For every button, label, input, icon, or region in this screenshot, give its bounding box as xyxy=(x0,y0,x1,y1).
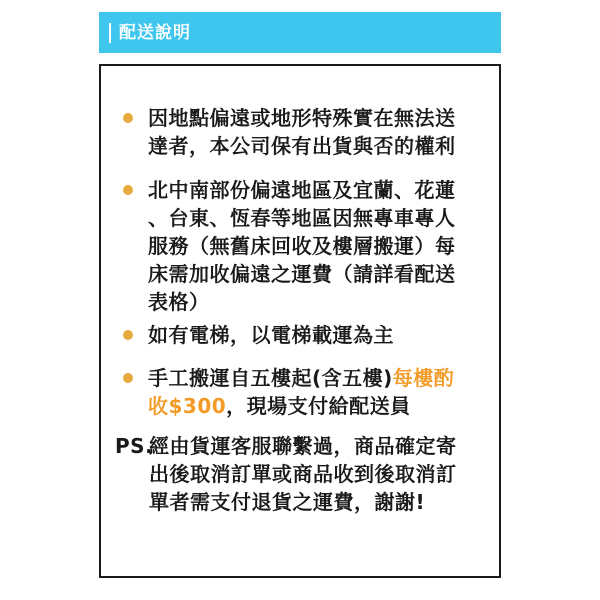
list-item-line: 服務（無舊床回收及樓層搬運）每 xyxy=(148,234,456,258)
list-item-line: 因地點偏遠或地形特殊實在無法送 xyxy=(148,106,456,130)
price-highlight: 收$300 xyxy=(148,394,227,418)
list-item-line-text: ，現場支付給配送員 xyxy=(226,394,411,418)
ps-line: 出後取消訂單或商品收到後取消訂 xyxy=(149,462,457,486)
list-item-line: 如有電梯，以電梯載運為主 xyxy=(148,323,394,347)
bullet-icon xyxy=(123,330,133,340)
bullet-icon xyxy=(123,185,133,195)
ps-line: 經由貨運客服聯繫過，商品確定寄 xyxy=(149,434,457,458)
header-accent-bar xyxy=(109,23,111,43)
list-item-line: 床需加收偏遠之運費（請詳看配送 xyxy=(148,262,456,286)
section-header xyxy=(99,12,501,53)
list-item-text xyxy=(148,104,483,160)
list-item-line: 達者，本公司保有出貨與否的權利 xyxy=(148,134,456,158)
list-item-line: 、台東、恆春等地區因無專車專人 xyxy=(148,206,456,230)
shipping-notes-box xyxy=(99,64,501,578)
section-title: 配送說明 xyxy=(119,23,191,43)
ps-label: PS. xyxy=(115,434,154,458)
price-highlight: 每樓酌 xyxy=(392,366,455,390)
list-item-text xyxy=(148,364,483,420)
list-item-text xyxy=(148,176,483,316)
list-item-line-text: 手工搬運自五樓起(含五樓) xyxy=(148,366,393,390)
list-item-line: 表格） xyxy=(148,290,210,314)
list-item-line: 北中南部份偏遠地區及宜蘭、花蓮 xyxy=(148,178,456,202)
ps-line: 單者需支付退貨之運費，謝謝! xyxy=(149,490,426,514)
list-item-text xyxy=(148,321,483,349)
ps-text xyxy=(149,432,484,516)
bullet-icon xyxy=(123,113,133,123)
bullet-icon xyxy=(123,373,133,383)
list-item-line xyxy=(148,392,483,420)
list-item-line xyxy=(148,364,483,392)
